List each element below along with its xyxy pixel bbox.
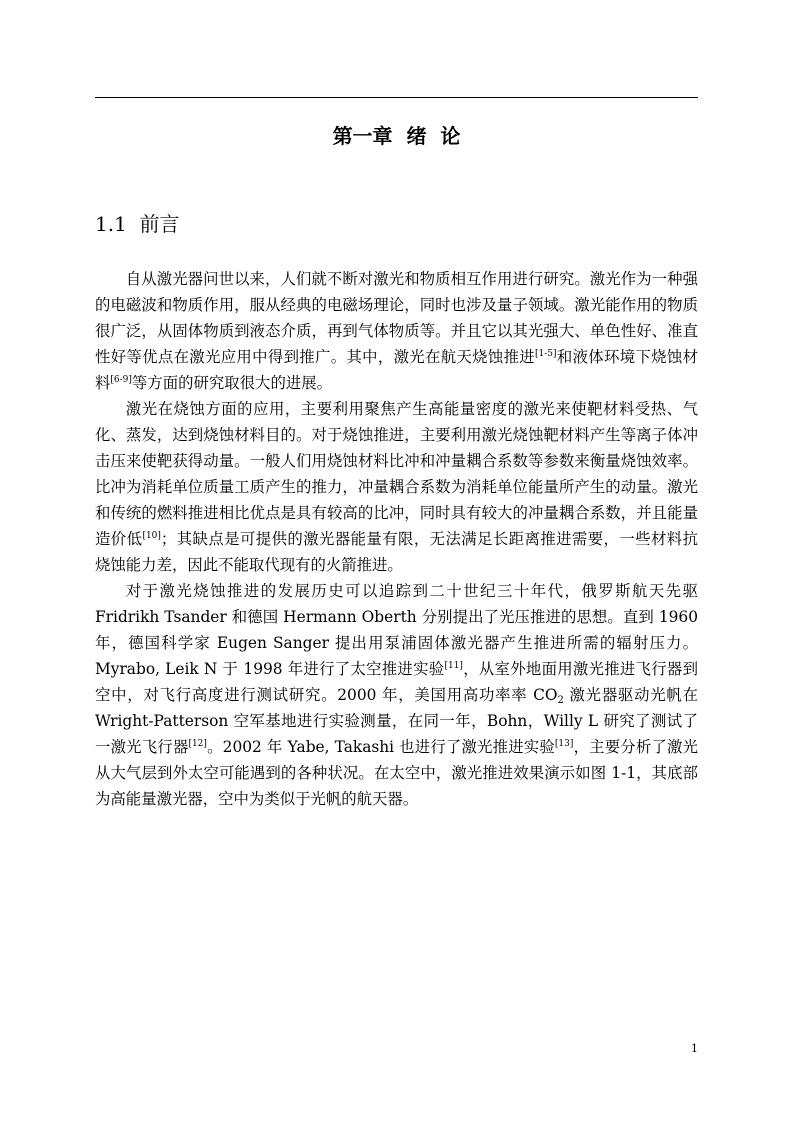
text-run: 。2002 年 Yabe, Takashi 也进行了激光推进实验 — [206, 738, 555, 756]
text-run: ，主要分析了激光从大气层到外太空可能遇到的各种状况。在太空中，激光推进效果演示如图 1-1，其底部为高能量激光器，空中为类似于光帆的航天器。 — [95, 738, 698, 808]
chemical-subscript: 2 — [557, 695, 564, 706]
citation-ref: [13] — [554, 739, 574, 749]
header-rule — [95, 97, 698, 98]
page-number: 1 — [691, 1042, 698, 1055]
text-run: 等方面的研究取很大的进展。 — [131, 374, 333, 392]
text-run: ；其缺点是可提供的激光器能量有限，无法满足长距离推进需要，一些材料抗烧蚀能力差，因此不能取代现有的火箭推进。 — [95, 530, 698, 574]
text-run: ，从室外地面用激光推进飞行器到空中，对飞行高度进行测试研究。2000 年，美国用高功率率 CO — [95, 660, 698, 704]
paragraph-1 — [95, 266, 698, 396]
citation-ref: [1-5] — [535, 349, 557, 359]
text-run: 自从激光器问世以来，人们就不断对激光和物质相互作用进行研究。激光作为一种强的电磁波和物质作用，服从经典的电磁场理论，同时也涉及量子领域。激光能作用的物质很广泛，从固体物质到液态介质，再到气体物质等。并且它以其光强大、单色性好、准直性好等优点在激光应用中得到推广。其中，激光在航天烧蚀推进 — [95, 270, 698, 366]
citation-ref: [12] — [188, 739, 207, 749]
chapter-title: 第一章 绪 论 — [332, 124, 461, 148]
text-run: 激光在烧蚀方面的应用，主要利用聚焦产生高能量密度的激光来使靶材料受热、气化、蒸发，达到烧蚀材料目的。对于烧蚀推进，主要利用激光烧蚀靶材料产生等离子体冲击压来使靶获得动量。一般人们用烧蚀材料比冲和冲量耦合系数等参数来衡量烧蚀效率。比冲为消耗单位质量工质产生的推力，冲量耦合系数为消耗单位能量所产生的动量。激光和传统的燃料推进相比优点是具有较高的比冲，同时具有较大的冲量耦合系数，并且能量造价低 — [95, 400, 698, 548]
paragraph-3 — [95, 578, 698, 812]
paragraph-2 — [95, 396, 698, 578]
citation-ref: [10] — [142, 531, 161, 541]
text-run: 对于激光烧蚀推进的发展历史可以追踪到二十世纪三十年代，俄罗斯航天先驱 Fridrikh Tsander 和德国 Hermann Oberth 分别提出了光压推进的思想。直到 1960 年，德国科学家 Eugen Sanger 提出用泵浦固体激光器产生推进所需的辐射压力。Myrabo, Leik N 于 1998 年进行了太空推进实验 — [95, 582, 698, 678]
text-run: 和液体环境下烧蚀材料 — [95, 348, 698, 392]
text-run: 激光器驱动光帆在 Wright-Patterson 空军基地进行实验测量，在同一年，Bohn，Willy L 研究了测试了一激光飞行器 — [95, 686, 698, 756]
section-heading: 1.1 前言 — [95, 212, 180, 236]
citation-ref: [6-9] — [110, 375, 132, 385]
citation-ref: [11] — [444, 661, 463, 671]
body-text — [95, 266, 698, 812]
